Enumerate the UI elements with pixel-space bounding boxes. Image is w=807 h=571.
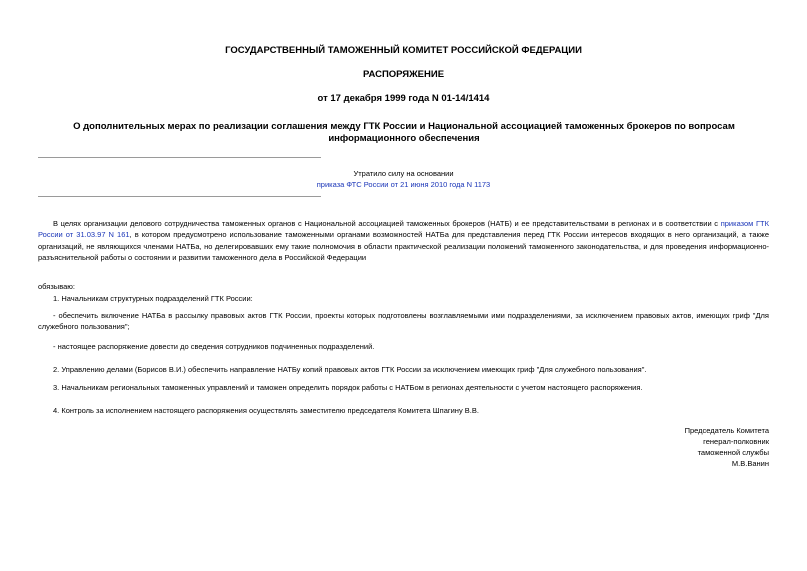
- item-2: 2. Управлению делами (Борисов В.И.) обеспечить направление НАТБу копий правовых актов ГТК России за исключением имеющих гриф "Для служебного пользования".: [53, 365, 647, 374]
- issuing-organization: ГОСУДАРСТВЕННЫЙ ТАМОЖЕННЫЙ КОМИТЕТ РОССИЙСКОЙ ФЕДЕРАЦИИ: [225, 45, 582, 56]
- signature-position: Председатель Комитета: [684, 426, 769, 435]
- repeal-order-link[interactable]: приказа ФТС России от 21 июня 2010 года N 1173: [316, 180, 491, 189]
- order-161-link[interactable]: приказом ГТК России от 31.03.97 N 161: [38, 219, 769, 240]
- intro-text-after-link: , в котором предусмотрено использование таможенными органами возможностей НАТБа для представления перед ГТК России интересов входящих в него организаций, а также организаций, не являющихся членами НАТБа, но делегировавших ему такие полномочия в области практической реализации положений таможенного законодательства, и для проведения информационно-разъяснительной работы о состоянии и развитии таможенного дела в Российской Федерации: [38, 230, 769, 263]
- item-4: 4. Контроль за исполнением настоящего распоряжения осуществлять заместителю председателя Комитета Шпагину В.В.: [53, 406, 479, 415]
- divider-top: [38, 157, 321, 158]
- status-note-text: Утратило силу на основании: [353, 169, 454, 178]
- status-note: [0, 180, 807, 190]
- intro-paragraph: [38, 218, 769, 264]
- signature-service: таможенной службы: [697, 448, 769, 457]
- document-type: РАСПОРЯЖЕНИЕ: [362, 69, 445, 80]
- document-date-number: от 17 декабря 1999 года N 01-14/1414: [317, 93, 490, 104]
- signature-name: М.В.Ванин: [731, 459, 769, 468]
- signature-rank: генерал-полковник: [703, 437, 769, 446]
- directive-word: обязываю:: [38, 282, 75, 291]
- intro-text-before-link: В целях организации делового сотрудничества таможенных органов с Национальной ассоциацией таможенных брокеров (НАТБ) и ее представительствами в регионах и в соответствии с: [53, 219, 721, 228]
- item-1-subitem-b: - настоящее распоряжение довести до сведения сотрудников подчиненных подразделений.: [53, 342, 375, 351]
- item-3: 3. Начальникам региональных таможенных управлений и таможен определить порядок работы с НАТБом в регионах деятельности с учетом настоящего распоряжения.: [53, 383, 643, 392]
- item-1-subitem-a: - обеспечить включение НАТБа в рассылку правовых актов ГТК России, проекты которых подготовлены возглавляемыми ими подразделениями, за исключением правовых актов, имеющих гриф "Для служебного пользования";: [38, 311, 769, 332]
- item-1: 1. Начальникам структурных подразделений ГТК России:: [53, 294, 253, 303]
- divider-bottom: [38, 196, 321, 197]
- document-title: О дополнительных мерах по реализации соглашения между ГТК России и Национальной ассоциацией таможенных брокеров по вопросам информационного обеспечения: [73, 121, 735, 144]
